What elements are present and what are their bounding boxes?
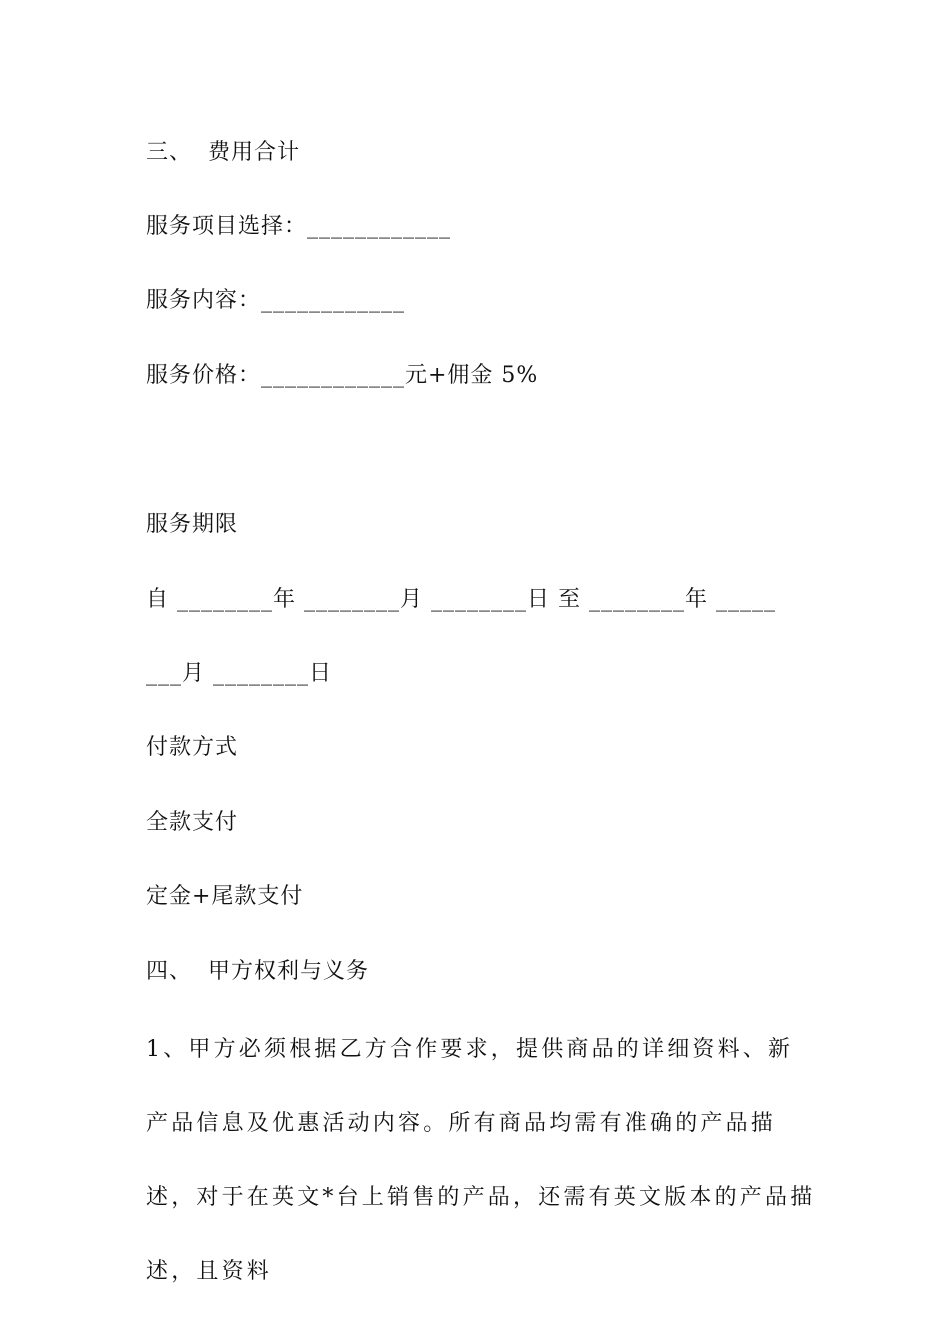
service-content-field: 服务内容：____________ [146,288,406,313]
payment-option-deposit: 定金+尾款支付 [146,884,304,909]
payment-method-label: 付款方式 [146,735,239,760]
service-item-selection-field: 服务项目选择：____________ [146,214,452,239]
service-period-line-1: 自 ________年 ________月 ________日 至 ________年 _____ [146,587,776,612]
section-4-heading: 四、 甲方权利与义务 [146,959,369,984]
service-period-line-2: ___月 ________日 [146,661,332,686]
section-3-heading: 三、 费用合计 [146,140,300,165]
clause-1-paragraph: 1、甲方必须根据乙方合作要求，提供商品的详细资料、新产品信息及优惠活动内容。所有商品均需有准确的产品描述，对于在英文*台上销售的产品，还需有英文版本的产品描述，且资料 [146,1037,816,1284]
payment-option-full: 全款支付 [146,810,239,835]
service-price-field: 服务价格：____________元+佣金 5% [146,363,539,388]
service-period-label: 服务期限 [146,512,239,537]
